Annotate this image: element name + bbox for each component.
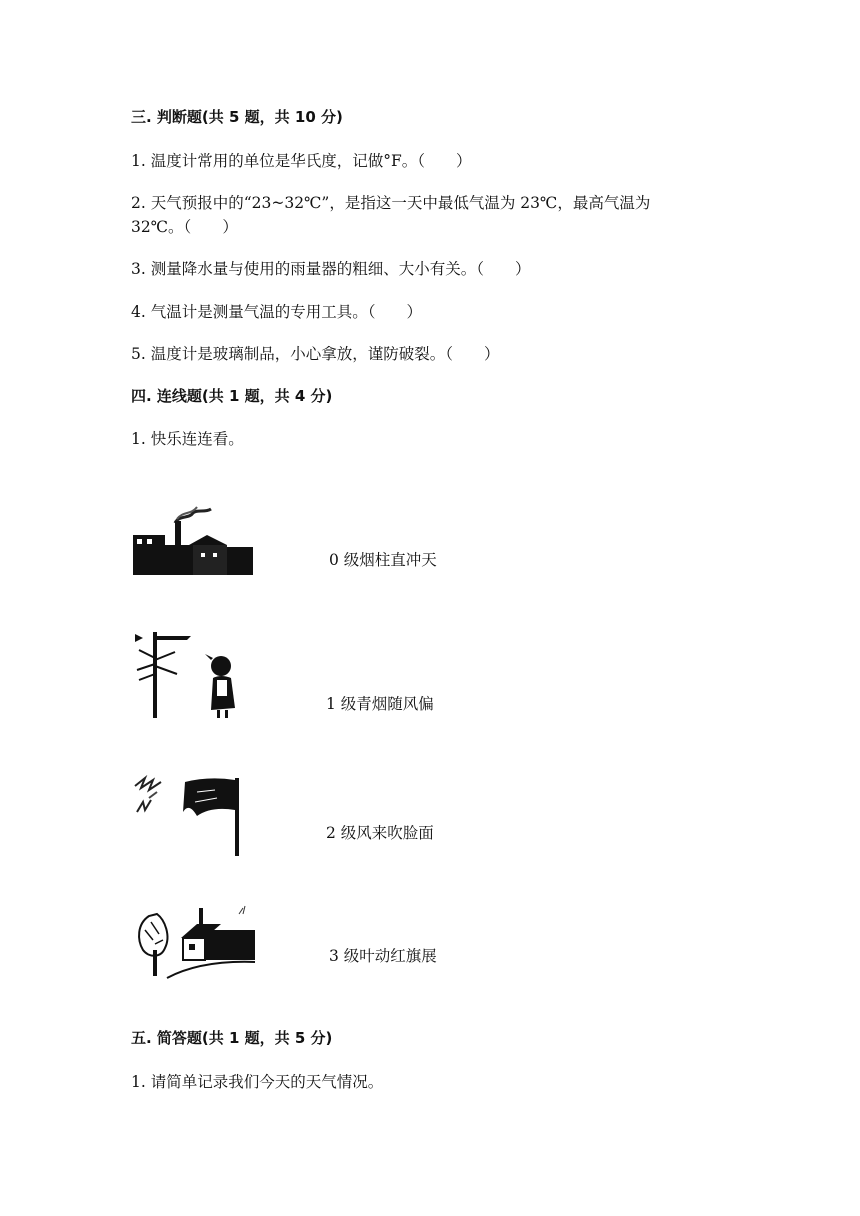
question-3-1: 1. 温度计常用的单位是华氏度，记做°F。（ ） (131, 152, 472, 170)
match-label-2: 2 级风来吹脸面 (326, 824, 434, 842)
weathervane-girl-picture (131, 630, 251, 720)
section4-heading: 四. 连线题(共 1 题，共 4 分) (131, 387, 333, 405)
question-3-2-line1: 2. 天气预报中的“23~32℃”，是指这一天中最低气温为 23℃，最高气温为 (131, 194, 651, 212)
section5-heading: 五. 简答题(共 1 题，共 5 分) (131, 1029, 333, 1047)
question-3-4: 4. 气温计是测量气温的专用工具。（ ） (131, 303, 422, 321)
factory-smoke-picture (131, 505, 257, 577)
question-3-5: 5. 温度计是玻璃制品，小心拿放，谨防破裂。（ ） (131, 345, 500, 363)
match-label-3: 3 级叶动红旗展 (329, 947, 437, 965)
section3-heading: 三. 判断题(共 5 题，共 10 分) (131, 108, 343, 126)
question-4-1: 1. 快乐连连看。 (131, 430, 244, 448)
question-3-3: 3. 测量降水量与使用的雨量器的粗细、大小有关。（ ） (131, 260, 531, 278)
question-5-1: 1. 请简单记录我们今天的天气情况。 (131, 1073, 384, 1091)
match-label-1: 1 级青烟随风偏 (326, 695, 434, 713)
flag-wind-picture (131, 772, 246, 858)
tree-house-picture (131, 900, 257, 980)
match-label-0: 0 级烟柱直冲天 (329, 551, 437, 569)
question-3-2-line2: 32℃。（ ） (131, 218, 238, 236)
